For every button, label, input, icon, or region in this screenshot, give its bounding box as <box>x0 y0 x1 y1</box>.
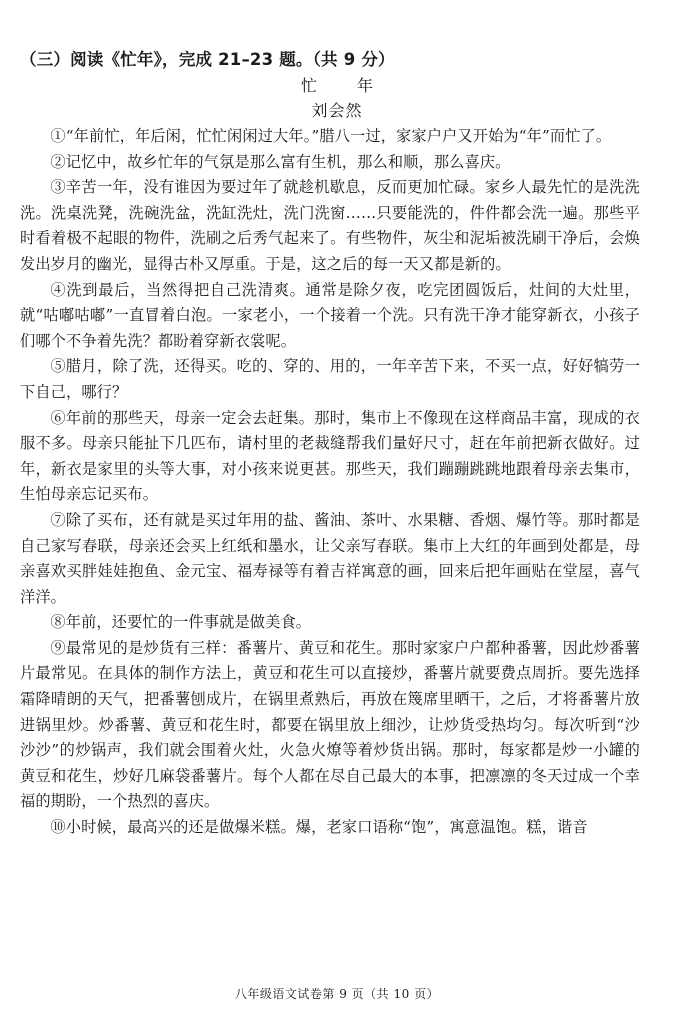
article-body <box>20 124 640 841</box>
article-author: 刘会然 <box>311 101 363 120</box>
paragraph-7: ⑦除了买布，还有就是买过年用的盐、酱油、茶叶、水果糖、香烟、爆竹等。那时都是自己家写春联，母亲还会买上红纸和墨水，让父亲写春联。集市上大红的年画到处都是，母亲喜欢买胖娃娃抱鱼、金元宝、福寿禄等有着吉祥寓意的画，回来后把年画贴在堂屋，喜气洋洋。 <box>20 510 640 606</box>
paragraph-2: ②记忆中，故乡忙年的气氛是那么富有生机，那么和顺，那么喜庆。 <box>50 152 511 171</box>
paragraph-3: ③辛苦一年，没有谁因为要过年了就趁机歇息，反而更加忙碌。家乡人最先忙的是洗洗洗。洗桌洗凳，洗碗洗盆，洗缸洗灶，洗门洗窗……只要能洗的，件件都会洗一遍。那些平时看着极不起眼的物件，洗刷之后秀气起来了。有些物件，灰尘和泥垢被洗刷干净后，会焕发出岁月的幽光，显得古朴又厚重。于是，这之后的每一天又都是新的。 <box>20 178 640 273</box>
article-title: 忙年 <box>300 76 413 95</box>
paragraph-1: ①“年前忙，年后闲，忙忙闲闲过大年。”腊八一过，家家户户又开始为“年”而忙了。 <box>50 127 612 145</box>
paragraph-4: ④洗到最后，当然得把自己洗清爽。通常是除夕夜，吃完团圆饭后，灶间的大灶里，就“咕嘟咕嘟”一直冒着白泡。一家老小，一个接着一个洗。只有洗干净才能穿新衣，小孩子们哪个不争着先洗？都盼着穿新衣裳呢。 <box>20 280 640 350</box>
paragraph-6: ⑥年前的那些天，母亲一定会去赶集。那时，集市上不像现在这样商品丰富，现成的衣服不多。母亲只能扯下几匹布，请村里的老裁缝帮我们量好尺寸，赶在年前把新衣做好。过年，新衣是家里的头等大事，对小孩来说更甚。那些天，我们蹦蹦跳跳地跟着母亲去集市，生怕母亲忘记买布。 <box>20 408 640 504</box>
page-footer: 八年级语文试卷第 9 页（共 10 页） <box>234 987 440 1001</box>
paragraph-5: ⑤腊月，除了洗，还得买。吃的、穿的、用的，一年辛苦下来，不买一点，好好犒劳一下自己，哪行？ <box>20 357 640 401</box>
paragraph-10: ⑩小时候，最高兴的还是做爆米糕。爆，老家口语称“饱”，寓意温饱。糕，谐音 <box>50 818 588 837</box>
paragraph-8: ⑧年前，还要忙的一件事就是做美食。 <box>50 613 312 632</box>
paragraph-9: ⑨最常见的是炒货有三样：番薯片、黄豆和花生。那时家家户户都种番薯，因此炒番薯片最常见。在具体的制作方法上，黄豆和花生可以直接炒，番薯片就要费点周折。要先选择霜降晴朗的天气，把番薯刨成片，在锅里煮熟后，再放在篾席里晒干，之后，才将番薯片放进锅里炒。炒番薯、黄豆和花生时，都要在锅里放上细沙，让炒货受热均匀。每次听到“沙沙沙”的炒锅声，我们就会围着火灶，火急火燎等着炒货出锅。那时，每家都是炒一小罐的黄豆和花生，炒好几麻袋番薯片。每个人都在尽自己最大的本事，把凛凛的冬天过成一个幸福的期盼，一个热烈的喜庆。 <box>20 638 640 811</box>
section-heading: （三）阅读《忙年》，完成 21–23 题。（共 9 分） <box>20 50 395 69</box>
